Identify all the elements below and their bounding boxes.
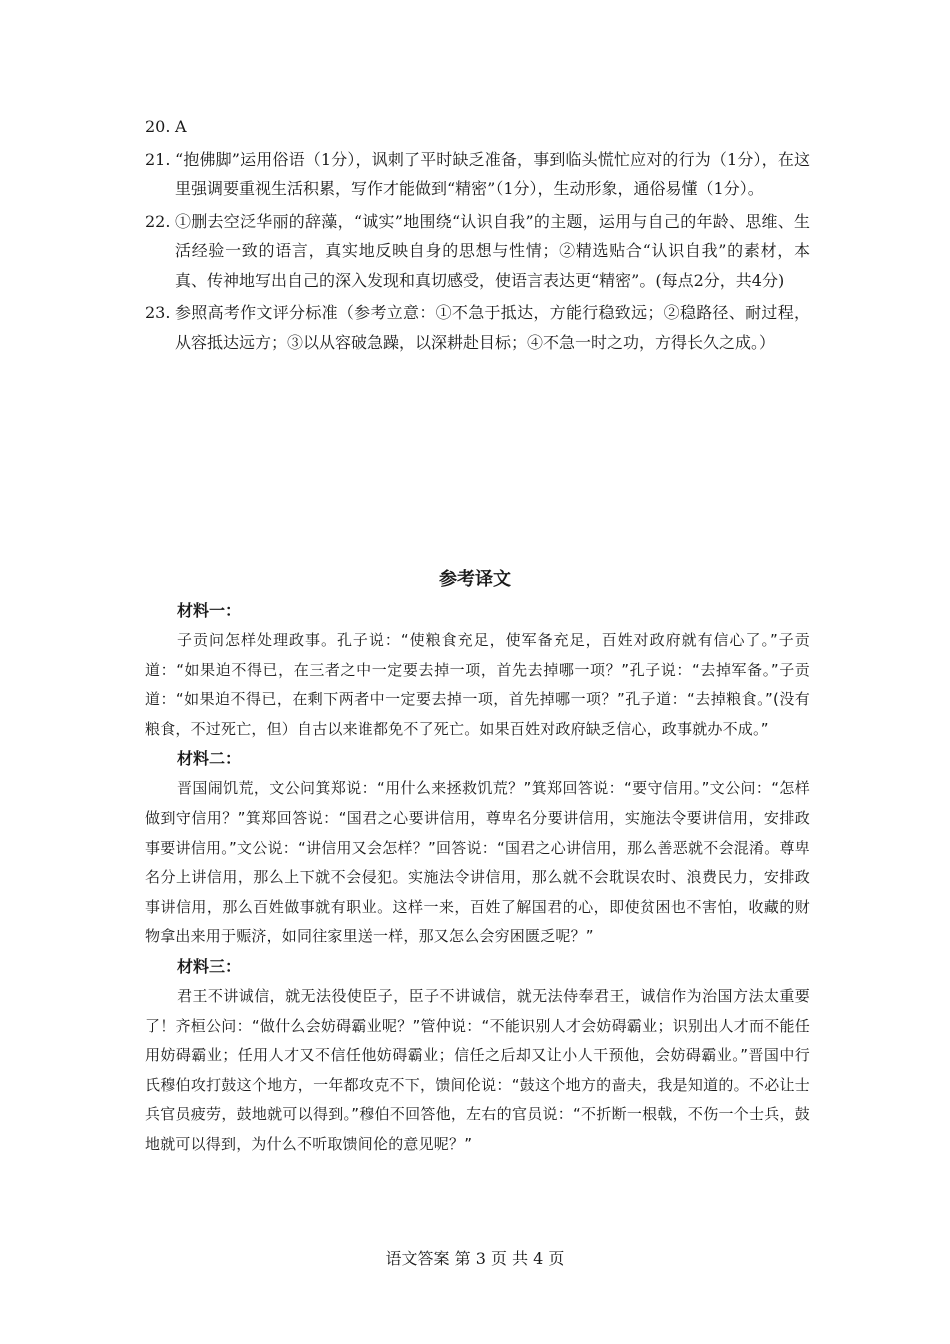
answer-number: 22. xyxy=(145,211,171,231)
material-one-label: 材料一： xyxy=(177,601,242,620)
material-two-label: 材料二： xyxy=(177,749,242,769)
material-two-text: 晋国闹饥荒，文公问箕郑说：“用什么来拯救饥荒？”箕郑回答说：“要守信用。”文公问：“怎样做到守信用？”箕郑回答说：“国君之心要讲信用，尊卑名分要讲信用，实施法令要讲信用，安排政事要讲信用。”文公说：“讲信用又会怎样？”回答说：“国君之心讲信用，那么善恶就不会混淆。尊卑名分上讲信用，那么上下就不会侵犯。实施法令讲信用，那么就不会耽误农时、浪费民力，安排政事讲信用，那么百姓做事就有职业。这样一来，百姓了解国君的心，即使贫困也不害怕，收藏的财物拿出来用于赈济，如同往家里送一样，那又怎么会穷困匮乏呢？” xyxy=(145,779,810,946)
answer-item-22 xyxy=(145,207,810,296)
answer-number: 23. xyxy=(145,303,171,322)
material-one-text: 子贡问怎样处理政事。孔子说：“使粮食充足，使军备充足，百姓对政府就有信心了。”子贡道：“如果迫不得已，在三者之中一定要去掉一项，首先去掉哪一项？”孔子说：“去掉军备。”子贡道：“如果迫不得已，在剩下两者中一定要去掉一项，首先掉哪一项？”孔子道：“去掉粮食。”(没有粮食，不过死亡，但）自古以来谁都免不了死亡。如果百姓对政府缺乏信心，政事就办不成。” xyxy=(145,631,810,738)
answer-text: “抱佛脚”运用俗语（1分），讽刺了平时缺乏准备，事到临头慌忙应对的行为（1分），在这里强调要重视生活积累，写作才能做到“精密”（1分），生动形象，通俗易懂（1分）。 xyxy=(175,149,810,198)
answer-list xyxy=(145,112,810,360)
translation-title: 参考译文 xyxy=(439,569,511,590)
answer-item-23 xyxy=(145,298,810,357)
answer-item-21 xyxy=(145,145,810,204)
material-three-text: 君王不讲诚信，就无法役使臣子，臣子不讲诚信，就无法侍奉君王，诚信作为治国方法太重要了！齐桓公问：“做什么会妨碍霸业呢？”管仲说：“不能识别人才会妨碍霸业；识别出人才而不能任用妨碍霸业；任用人才又不信任他妨碍霸业；信任之后却又让小人干预他，会妨碍霸业。”晋国中行氏穆伯攻打鼓这个地方，一年都攻克不下，馈间伦说：“鼓这个地方的啬夫，我是知道的。不必让士兵官员疲劳，鼓地就可以得到。”穆伯不回答他，左右的官员说：“不折断一根戟，不伤一个士兵，鼓地就可以得到，为什么不听取馈间伦的意见呢？” xyxy=(145,986,810,1153)
translation-section xyxy=(145,596,810,1160)
page-footer: 语文答案 第 3 页 共 4 页 xyxy=(385,1249,565,1268)
material-three-label: 材料三： xyxy=(177,956,242,976)
answer-number: 20. xyxy=(145,117,171,136)
answer-text: ①删去空泛华丽的辞藻，“诚实”地围绕“认识自我”的主题，运用与自己的年龄、思维、生活经验一致的语言，真实地反映自身的思想与性情；②精选贴合“认识自我”的素材，本真、传神地写出自己的深入发现和真切感受，使语言表达更“精密”。(每点2分，共4分) xyxy=(175,211,810,290)
answer-number: 21. xyxy=(145,149,171,169)
answer-text: A xyxy=(175,117,187,136)
answer-item-20 xyxy=(145,112,810,142)
answer-text: 参照高考作文评分标准（参考立意：①不急于抵达，方能行稳致远；②稳路径、耐过程，从容抵达远方；③以从容破急躁，以深耕赴目标；④不急一时之功，方得长久之成。） xyxy=(175,303,810,352)
